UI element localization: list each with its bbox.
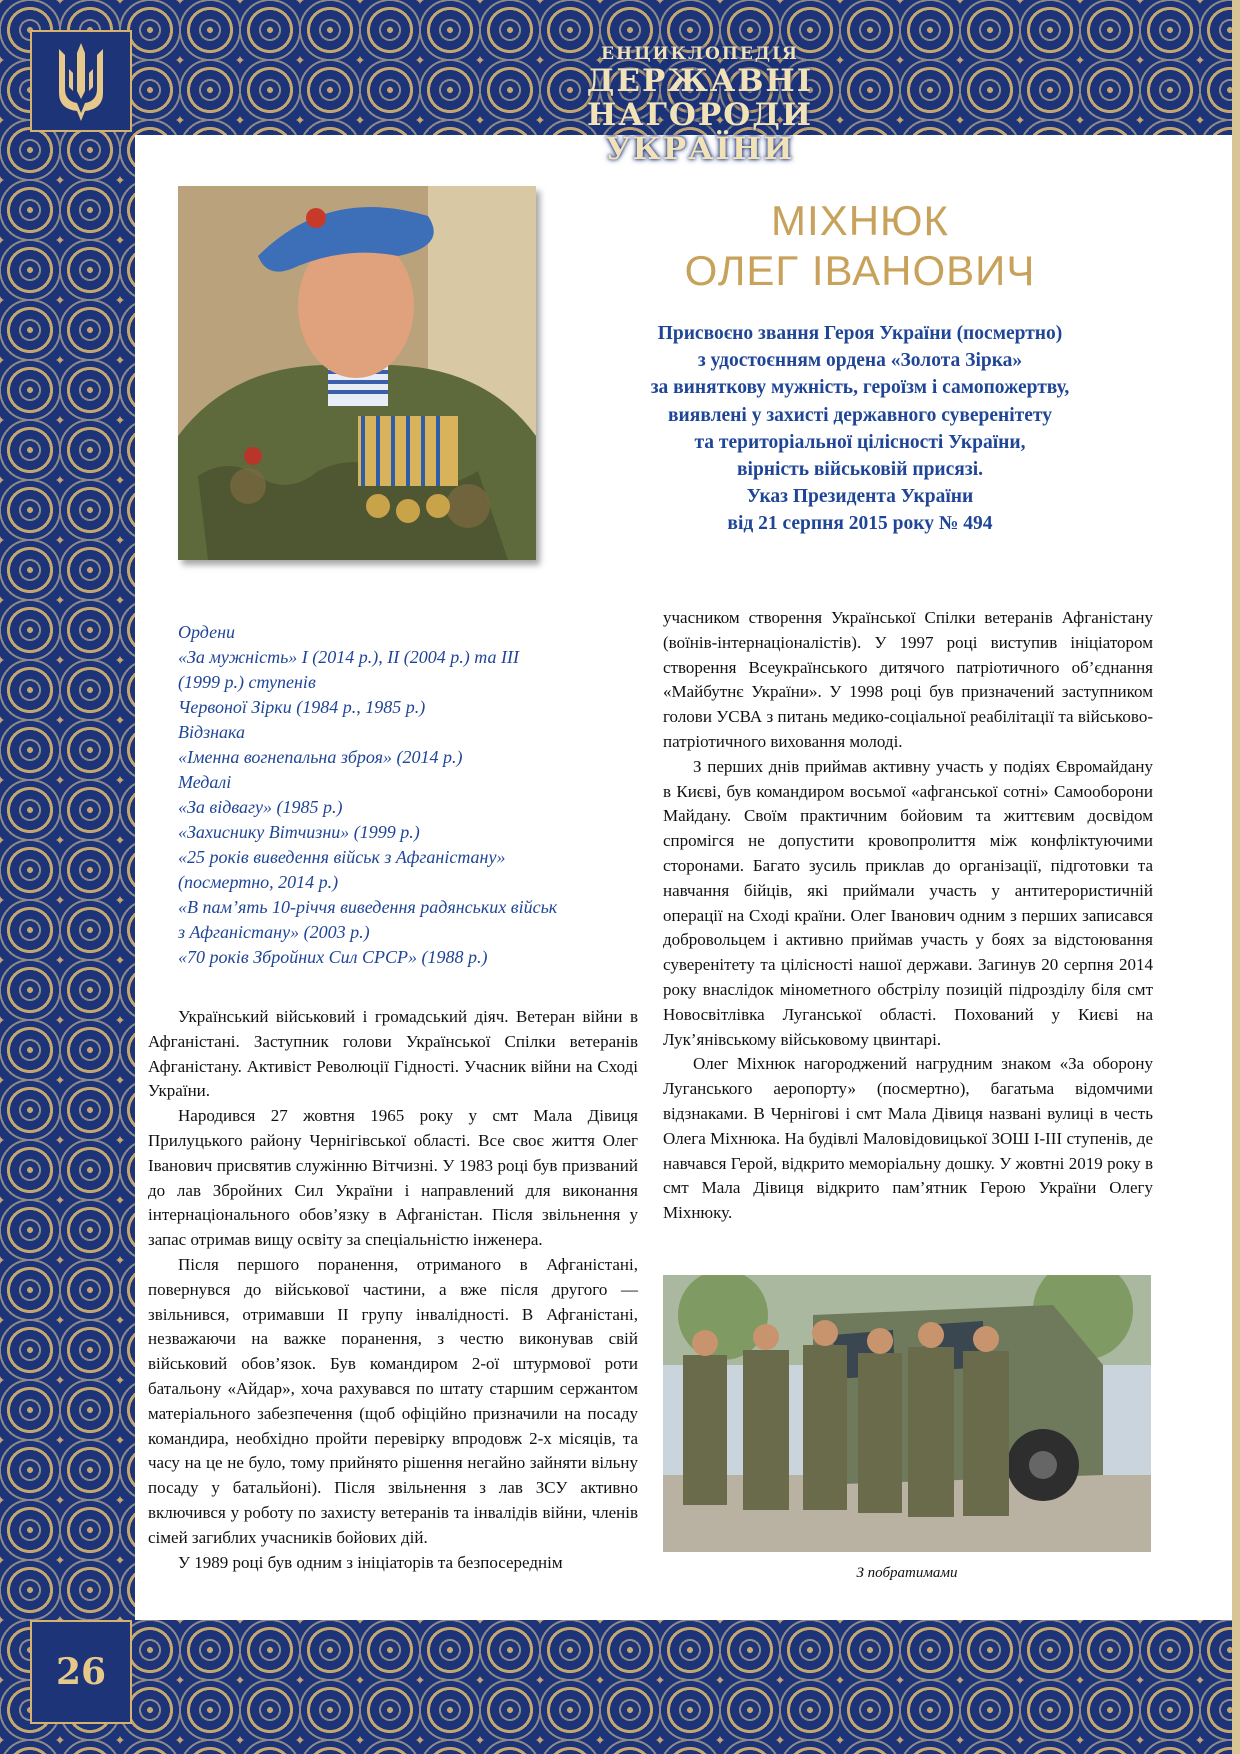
honors-line: «В пам’ять 10-річчя виведення радянських військ — [178, 897, 558, 917]
award-line: вірність військовій присязі. — [737, 459, 983, 481]
biography-paragraph: У 1989 році був одним з ініціаторів та безпосереднім — [178, 1552, 563, 1572]
award-line: та територіальної цілісності України, — [694, 431, 1026, 453]
trident-icon — [51, 39, 111, 123]
title-state-awards: ДЕРЖАВНІ НАГОРОДИ — [586, 63, 814, 133]
honors-line: (посмертно, 2014 р.) — [178, 872, 339, 892]
hero-given-names: ОЛЕГ ІВАНОВИЧ — [684, 247, 1036, 294]
award-line: з удостоєнням ордена «Золота Зірка» — [697, 350, 1023, 372]
award-line: від 21 серпня 2015 року № 494 — [727, 513, 993, 535]
title-of-ukraine: УКРАЇНИ — [605, 131, 795, 167]
honors-line: Медалі — [178, 772, 232, 792]
biography-right-column — [663, 606, 1153, 1226]
honors-list — [178, 620, 618, 970]
honors-line: (1999 р.) ступенів — [178, 672, 316, 692]
honors-line: «Іменна вогнепальна зброя» (2014 р.) — [178, 747, 463, 767]
honors-line: з Афганістану» (2003 р.) — [178, 922, 370, 942]
biography-paragraph: Український військовий і громадський діяч. Ветеран війни в Афганістані. Заступник голови Української Спілки ветеранів Афганістану. Активіст Революції Гідності. Учасник війни на Сході України. — [148, 1007, 638, 1101]
ornamental-frame-left — [0, 0, 135, 1754]
award-statement — [600, 320, 1120, 538]
hero-surname: МІХНЮК — [771, 197, 949, 244]
award-line: Указ Президента України — [746, 486, 974, 508]
biography-paragraph: учасником створення Української Спілки ветеранів Афганістану (воїнів-інтернаціоналістів). У 1997 році виступив ініціатором створення Всеукраїнського дитячого патріотичного об’єднання «Майбутнє України». У 1998 році був призначений заступником голови УСВА з питань медико-соціальної реабілітації та військово-патріотичного виховання молоді. — [663, 608, 1153, 751]
ornamental-frame-bottom — [0, 1620, 1240, 1754]
biography-paragraph: Після першого поранення, отриманого в Афганістані, повернувся до військової частини, а вже після другого — звільнився, отримавши ІІ групу інвалідності. В Афганістані, незважаючи на важке поранення, з честю виконував свій військовий обов’язок. Був командиром 2-ої штурмової роти батальону «Айдар», хоча рахувався по штату старшим сержантом матеріального забезпечення (щоб офіційно призначили на посаду командира, необхідно пройти перевірку впродовж 2-х місяців, та часу на це не було, тому прийнято рішення негайно зайняти вільну посаду у батальйоні). Після звільнення з лав ЗСУ активно включився у роботу по захисту ветеранів та інвалідів війни, членів сімей загиблих учасників бойових дій. — [148, 1254, 638, 1547]
award-line: виявлені у захисті державного суверенітету — [668, 404, 1052, 426]
portrait-photo — [178, 186, 536, 560]
honors-line: Відзнака — [178, 722, 246, 742]
hero-name — [640, 196, 1080, 296]
biography-paragraph: З перших днів приймав активну участь у подіях Євромайдану в Києві, був командиром восьмої «афганської сотні» Самооборони Майдану. Своїм практичним бойовим та життєвим досвідом спромігся не допустити кровопролиття між конфліктуючими сторонами. Багато зусиль приклав до організації, підготовки та навчання бійців, які приймали участь у антитерористичній операції на Сході країни. Олег Іванович одним з перших записався добровольцем і активно приймав участь у боях за відстоювання суверенітету та цілісності нашої держави. Загинув 20 серпня 2014 року внаслідок мінометного обстрілу позицій підрозділу біля смт Новосвітлівка Луганської області. Похований у Києві на Лук’янівському військовому цвинтарі. — [663, 756, 1153, 1049]
award-line: Присвоєно звання Героя України (посмертно) — [657, 323, 1063, 344]
title-encyclopedia: ЕНЦИКЛОПЕДІЯ — [601, 44, 799, 64]
biography-paragraph: Олег Міхнюк нагороджений нагрудним знаком «За оборону Луганського аеропорту» (посмертно), багатьма відомчими відзнаками. В Чернігові і смт Мала Дівиця названі вулиці в честь Олега Міхнюка. На будівлі Маловідовицької ЗОШ І-ІІІ ступенів, де навчався Герой, відкрито меморіальну дошку. У жовтні 2019 року в смт Мала Дівиця відкрито пам’ятник Герою України Олегу Міхнюку. — [663, 1054, 1153, 1223]
frame-right-edge — [1232, 0, 1240, 1754]
honors-line: «За мужність» І (2014 р.), ІІ (2004 р.) та ІІІ — [178, 647, 519, 667]
page-number: 26 — [55, 1651, 107, 1693]
award-line: за виняткову мужність, героїзм і самопожертву, — [650, 377, 1070, 399]
biography-left-column — [148, 1005, 638, 1575]
photo-caption: З побратимами — [856, 1565, 958, 1581]
comrades-photo — [663, 1275, 1151, 1552]
honors-line: «70 років Збройних Сил СРСР» (1988 р.) — [178, 947, 488, 967]
page-number-box — [30, 1620, 132, 1724]
honors-line: Червоної Зірки (1984 р., 1985 р.) — [178, 697, 426, 717]
encyclopedia-title — [520, 44, 880, 166]
biography-paragraph: Народився 27 жовтня 1965 року у смт Мала Дівиця Прилуцького району Чернігівської області. Все своє життя Олег Іванович присвятив служінню Вітчизні. У 1983 році був призваний до лав Збройних Сил України і направлений для виконання інтернаціонального обов’язку в Афганістан. Після звільнення у запас отримав вищу освіту за спеціальністю інженера. — [148, 1106, 638, 1250]
honors-line: «25 років виведення військ з Афганістану» — [178, 847, 506, 867]
honors-line: «Захиснику Вітчизни» (1999 р.) — [178, 822, 420, 842]
honors-line: «За відвагу» (1985 р.) — [178, 797, 343, 817]
honors-line: Ордени — [178, 622, 236, 642]
emblem-box — [30, 30, 132, 132]
